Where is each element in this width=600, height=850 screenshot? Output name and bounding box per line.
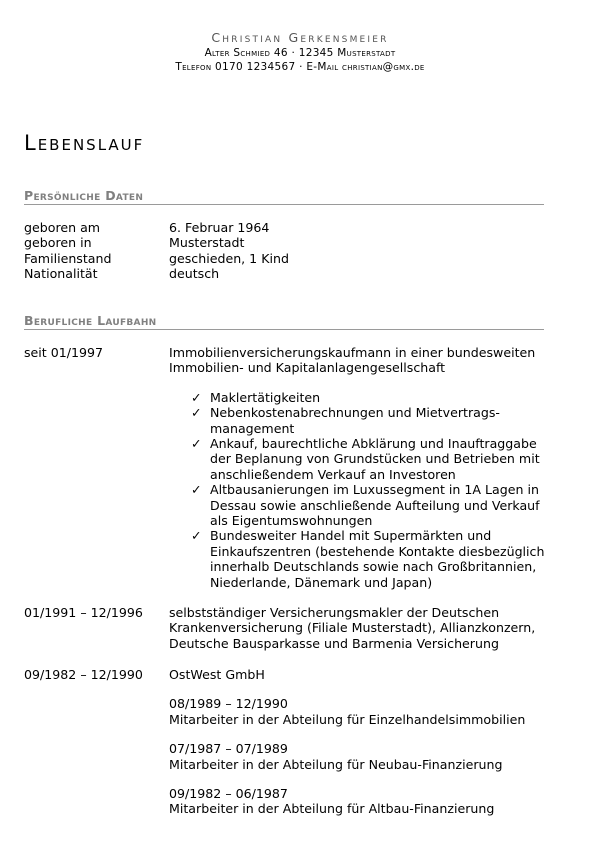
row-label: Familienstand <box>24 250 112 266</box>
personal-row <box>24 251 554 266</box>
checkmark-icon: ✓ <box>191 389 202 405</box>
row-label: geboren am <box>24 220 101 235</box>
entry-date: seit 01/1997 <box>24 345 104 360</box>
row-value: deutsch <box>169 266 220 282</box>
career-entry <box>24 345 554 590</box>
career-entry <box>24 667 554 817</box>
personal-row <box>24 266 554 281</box>
sub-date: 07/1987 – 07/1989 <box>169 741 288 757</box>
personal-row <box>24 220 554 235</box>
list-item: ✓ Maklertätigkeiten <box>191 389 321 405</box>
personal-data-list <box>24 220 554 282</box>
entry-date: 09/1982 – 12/1990 <box>24 667 143 682</box>
entry-description: selbstständiger Versicherungsmakler der Deutschen Krankenversicherung (Filiale Musterstadt), Allianzkonzern, Deutsche Bausparkasse und Barmenia Versicherung <box>169 605 536 651</box>
list-item: ✓ Altbausanierungen im Luxussegment in 1A Lagen in Dessau sowie anschließende Aufteilung und Verkauf als Eigentumswohnungen <box>191 482 540 529</box>
task-list <box>169 390 554 590</box>
entry-description: OstWest GmbH <box>169 667 265 682</box>
checkmark-icon: ✓ <box>191 436 202 452</box>
address-line: Alter Schmied 46 · 12345 Musterstadt <box>204 47 396 59</box>
sub-text: Mitarbeiter in der Abteilung für Altbau-Finanzierung <box>169 801 495 817</box>
row-value: geschieden, 1 Kind <box>169 250 289 266</box>
row-value: Musterstadt <box>169 235 245 251</box>
applicant-name: Christian Gerkensmeier <box>211 30 389 45</box>
checkmark-icon: ✓ <box>191 405 202 421</box>
list-item: ✓ Ankauf, baurechtliche Abklärung und Inauftraggabe der Beplanung von Grundstücken und Betrieben mit anschließendem Verkauf an Investoren <box>191 436 540 482</box>
list-item: ✓ Nebenkostenabrechnungen und Mietvertrags-management <box>191 405 500 436</box>
sub-position <box>169 696 554 727</box>
sub-position <box>169 741 554 772</box>
list-item: ✓ Bundesweiter Handel mit Supermärkten und Einkaufszentren (bestehende Kontakte diesbezüglich innerhalb Deutschlands sowie nach Großbritannien, Niederlande, Dänemark und Japan) <box>191 528 545 590</box>
sub-date: 08/1989 – 12/1990 <box>169 696 288 712</box>
checkmark-icon: ✓ <box>191 528 202 544</box>
contact-line: Telefon 0170 1234567 · E-Mail christian@gmx.de <box>175 61 425 73</box>
checkmark-icon: ✓ <box>191 482 202 498</box>
section-heading-personal: Persönliche Daten <box>24 188 544 205</box>
entry-description: Immobilienversicherungskaufmann in einer bundesweiten Immobilien- und Kapitalanlagengesellschaft <box>169 345 536 376</box>
sub-text: Mitarbeiter in der Abteilung für Neubau-Finanzierung <box>169 756 503 772</box>
entry-date: 01/1991 – 12/1996 <box>24 605 143 620</box>
sub-position <box>169 786 554 817</box>
section-heading-career: Berufliche Laufbahn <box>24 313 544 330</box>
row-value: 6. Februar 1964 <box>169 220 270 235</box>
row-label: geboren in <box>24 235 92 251</box>
row-label: Nationalität <box>24 266 98 282</box>
letterhead <box>0 30 600 74</box>
sub-date: 09/1982 – 06/1987 <box>169 786 288 802</box>
career-entry <box>24 605 554 651</box>
sub-text: Mitarbeiter in der Abteilung für Einzelhandelsimmobilien <box>169 711 526 727</box>
document-title: Lebenslauf <box>24 131 145 155</box>
personal-row <box>24 235 554 250</box>
